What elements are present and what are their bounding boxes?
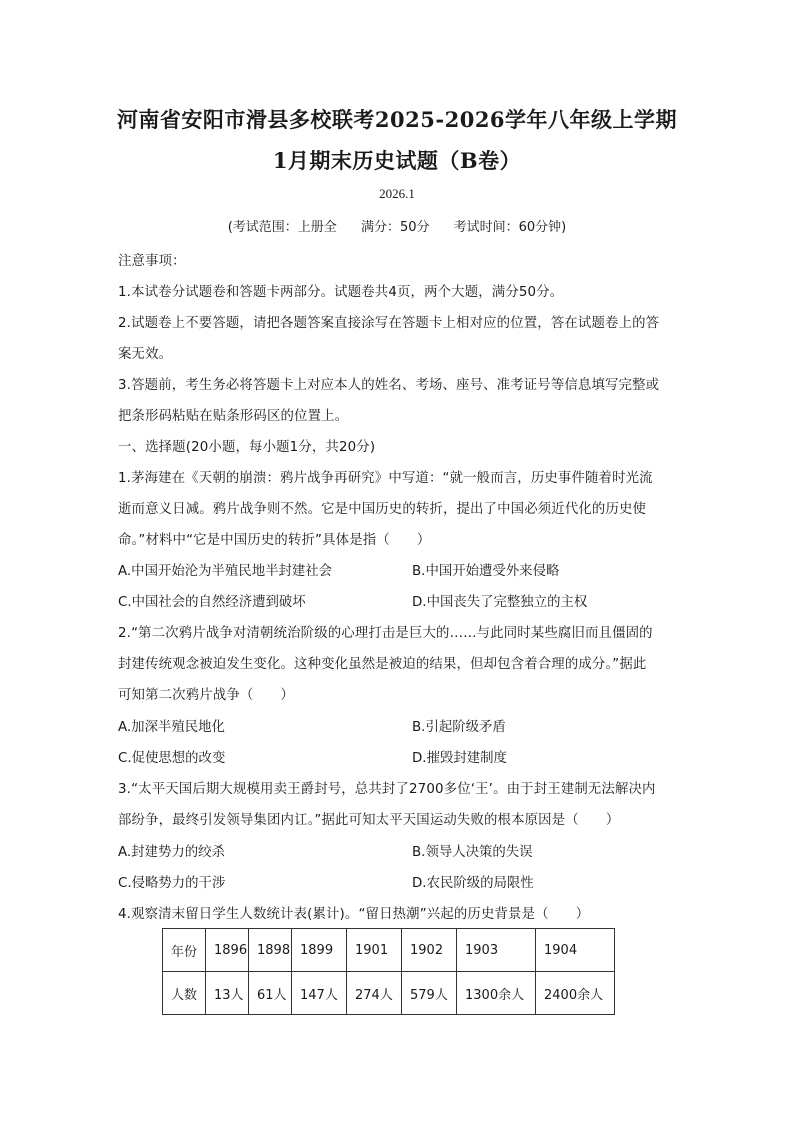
table-cell: 1902 <box>402 929 457 972</box>
table-cell: 1300余人 <box>457 972 536 1015</box>
question-1-text: 命。”材料中“它是中国历史的转折”具体是指（ ） <box>118 533 431 548</box>
notice-item: 案无效。 <box>118 347 173 362</box>
table-row <box>163 972 615 1015</box>
table-row <box>163 929 615 972</box>
exam-title-line2: 1月期末历史试题（B卷） <box>272 148 522 173</box>
q1-option-a: A.中国开始沦为半殖民地半封建社会 <box>118 564 333 579</box>
scope-range: (考试范围：上册全 <box>227 220 337 235</box>
scope-time: 考试时间：60分钟) <box>453 220 567 235</box>
q3-option-d: D.农民阶级的局限性 <box>412 876 534 891</box>
q3-option-b: B.领导人决策的失误 <box>412 845 533 860</box>
scope-score: 满分：50分 <box>360 220 430 235</box>
table-cell: 61人 <box>249 972 292 1015</box>
q1-option-c: C.中国社会的自然经济遭到破坏 <box>118 595 306 610</box>
table-cell: 1901 <box>347 929 402 972</box>
q2-option-c: C.促使思想的改变 <box>118 751 226 766</box>
exam-title-line1: 河南省安阳市滑县多校联考2025-2026学年八年级上学期 <box>116 107 678 132</box>
question-3-text: 部纷争，最终引发领导集团内讧。”据此可知太平天国运动失败的根本原因是（ ） <box>118 813 620 828</box>
table-header-cell: 人数 <box>163 972 206 1015</box>
table-cell: 1899 <box>292 929 347 972</box>
notice-item: 1.本试卷分试题卷和答题卡两部分。试题卷共4页，两个大题，满分50分。 <box>118 285 564 300</box>
question-2-text: 2.“第二次鸦片战争对清朝统治阶级的心理打击是巨大的……与此同时某些腐旧而且僵固的 <box>118 626 653 641</box>
q2-option-b: B.引起阶级矛盾 <box>412 720 506 735</box>
q1-option-d: D.中国丧失了完整独立的主权 <box>412 595 588 610</box>
table-header-cell: 年份 <box>163 929 206 972</box>
question-1-text: 逝而意义日减。鸦片战争则不然。它是中国历史的转折，提出了中国必须近代化的历史使 <box>118 502 647 517</box>
notice-item: 3.答题前，考生务必将答题卡上对应本人的姓名、考场、座号、准考证号等信息填写完整或 <box>118 378 660 393</box>
question-2-text: 可知第二次鸦片战争（ ） <box>118 688 295 703</box>
table-cell: 13人 <box>206 972 249 1015</box>
q2-option-d: D.摧毁封建制度 <box>412 751 507 766</box>
question-1-text: 1.茅海建在《天朝的崩溃：鸦片战争再研究》中写道：“就一般而言，历史事件随着时光流 <box>118 471 653 486</box>
question-2-text: 封建传统观念被迫发生变化。这种变化虽然是被迫的结果，但却包含着合理的成分。”据此 <box>118 657 647 672</box>
table-cell: 2400余人 <box>536 972 615 1015</box>
question-4-text: 4.观察清末留日学生人数统计表(累计)。“留日热潮”兴起的历史背景是（ ） <box>118 907 590 922</box>
q3-option-c: C.侵略势力的干涉 <box>118 876 226 891</box>
table-cell: 274人 <box>347 972 402 1015</box>
table-cell: 147人 <box>292 972 347 1015</box>
q1-option-b: B.中国开始遭受外来侵略 <box>412 564 560 579</box>
table-cell: 1896 <box>206 929 249 972</box>
exam-date: 2026.1 <box>379 186 415 201</box>
notice-item: 把条形码粘贴在贴条形码区的位置上。 <box>118 409 349 424</box>
table-cell: 1904 <box>536 929 615 972</box>
q3-option-a: A.封建势力的绞杀 <box>118 845 225 860</box>
notice-item: 2.试题卷上不要答题，请把各题答案直接涂写在答题卡上相对应的位置，答在试题卷上的答 <box>118 316 660 331</box>
table-cell: 579人 <box>402 972 457 1015</box>
table-cell: 1898 <box>249 929 292 972</box>
notice-heading: 注意事项： <box>118 254 186 269</box>
q2-option-a: A.加深半殖民地化 <box>118 720 225 735</box>
exam-scope <box>0 216 794 235</box>
student-count-table <box>162 928 615 1015</box>
section-heading: 一、选择题(20小题，每小题1分，共20分) <box>118 440 376 455</box>
question-3-text: 3.“太平天国后期大规模用卖王爵封号，总共封了2700多位‘王’。由于封王建制无法解决内 <box>118 782 656 797</box>
table-cell: 1903 <box>457 929 536 972</box>
